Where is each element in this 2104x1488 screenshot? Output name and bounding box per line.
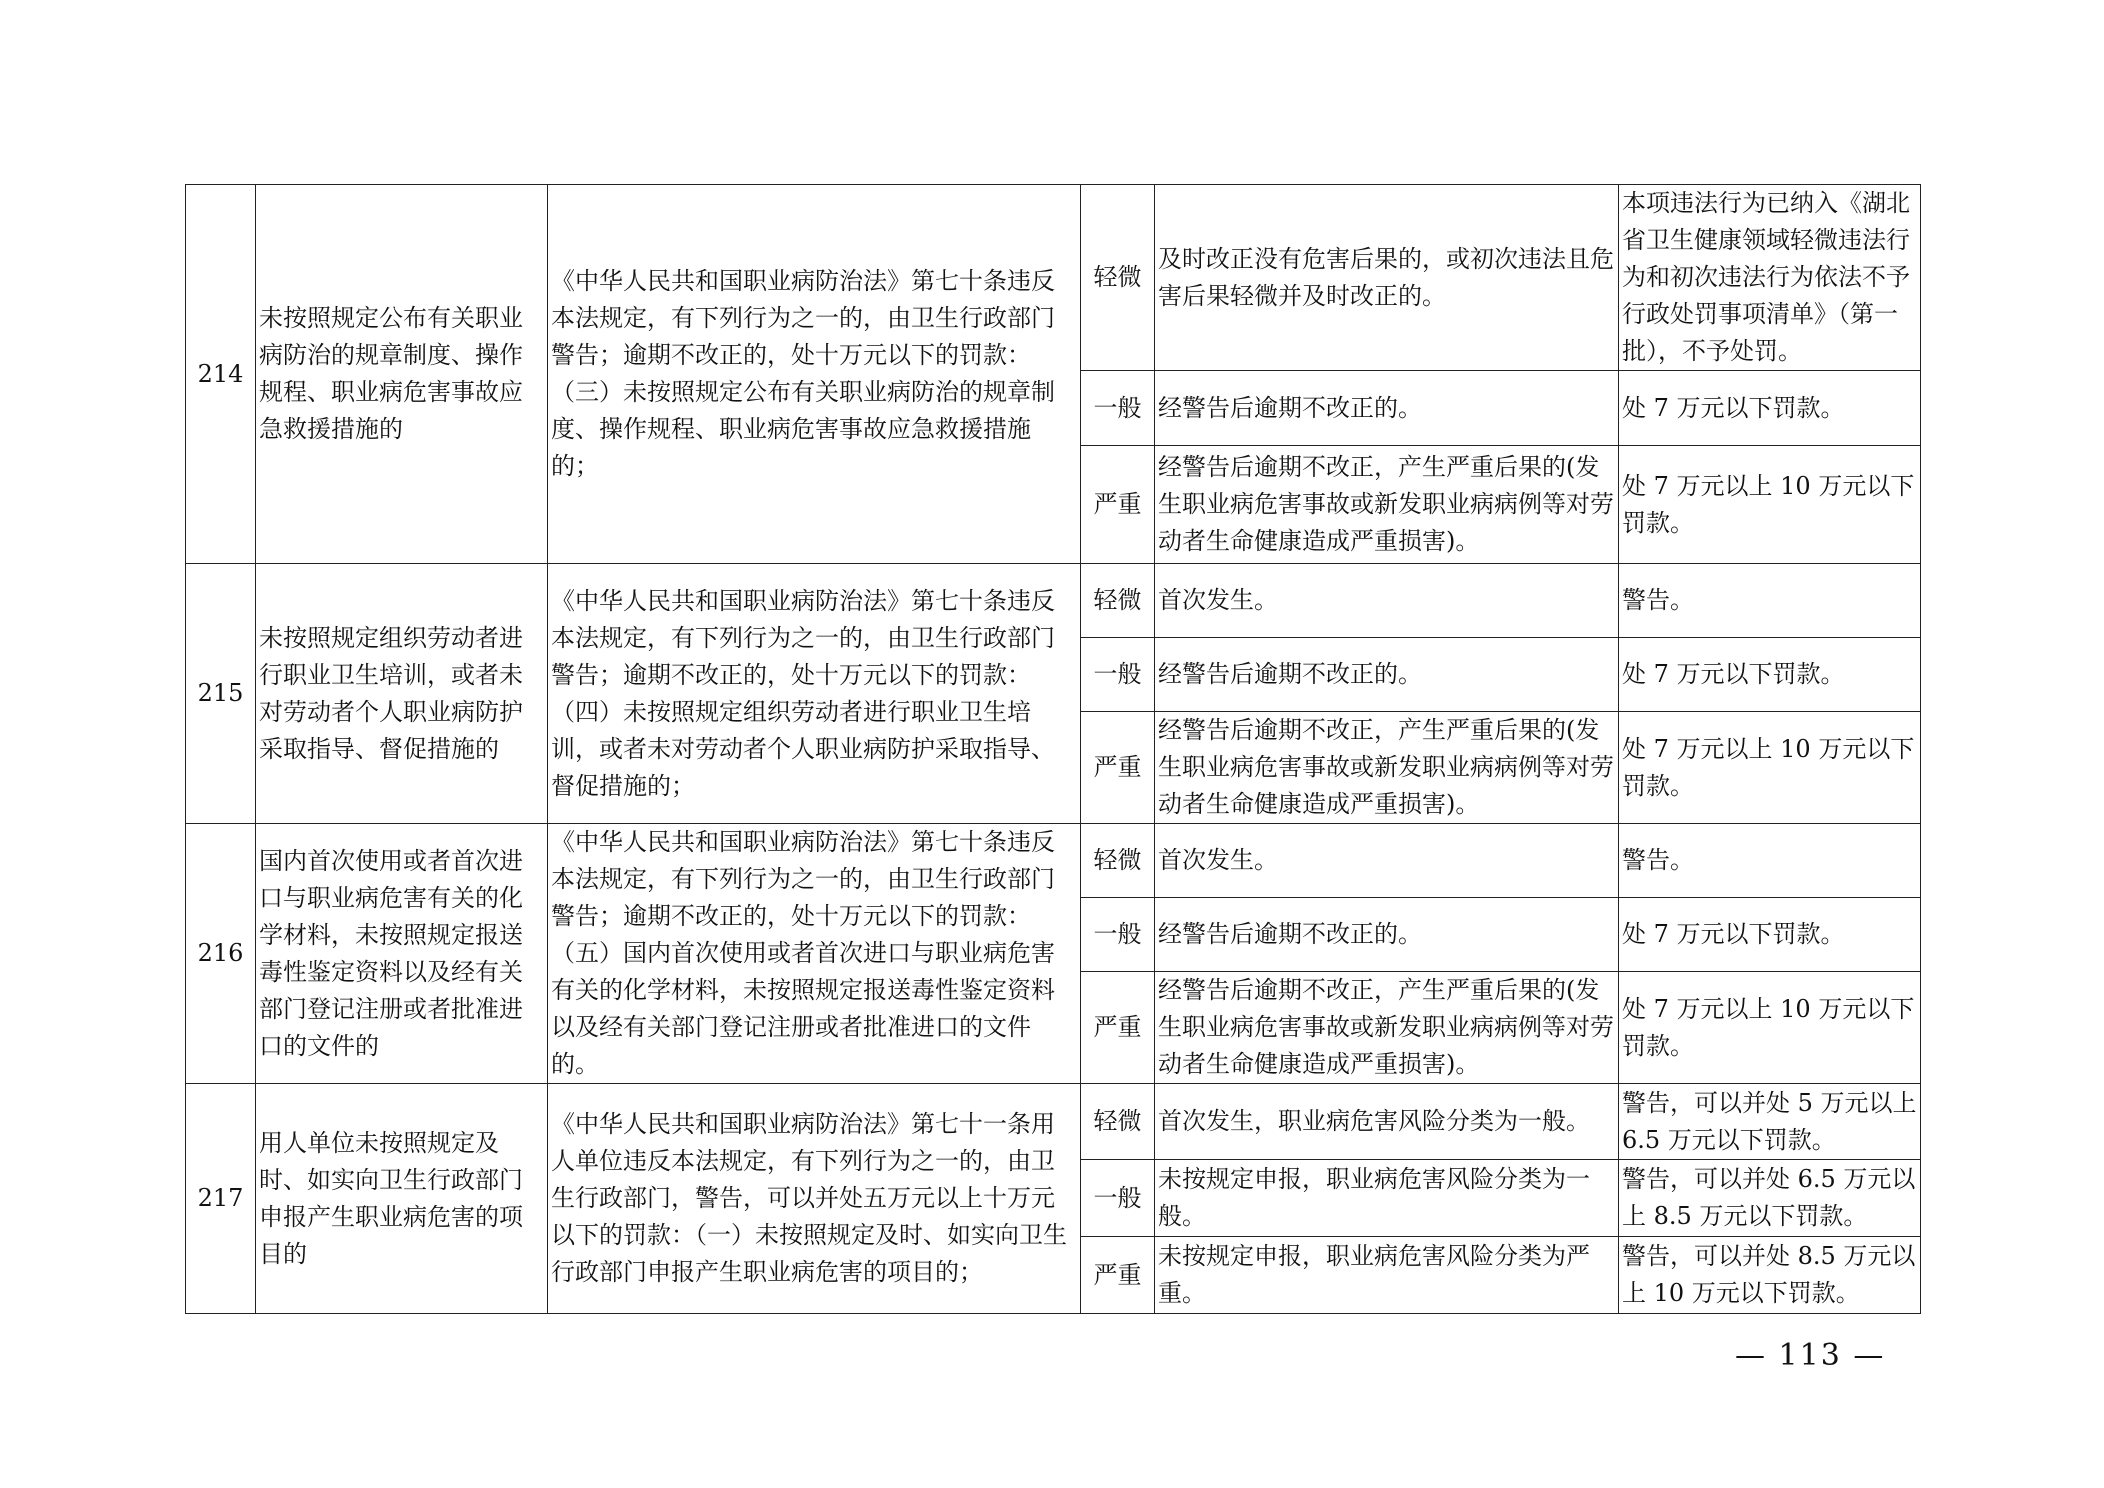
penalty: 处 7 万元以上 10 万元以下罚款。 — [1619, 712, 1921, 824]
severity-level: 严重 — [1081, 1237, 1155, 1314]
severity-level: 严重 — [1081, 712, 1155, 824]
item-number: 214 — [186, 185, 256, 564]
severity-level: 轻微 — [1081, 564, 1155, 638]
legal-basis: 《中华人民共和国职业病防治法》第七十一条用人单位违反本法规定，有下列行为之一的，由卫生行政部门，警告，可以并处五万元以上十万元以下的罚款：（一）未按照规定及时、如实向卫生行政部门申报产生职业病危害的项目的； — [548, 1084, 1081, 1314]
circumstance: 及时改正没有危害后果的，或初次违法且危害后果轻微并及时改正的。 — [1155, 185, 1619, 371]
severity-level: 一般 — [1081, 638, 1155, 712]
severity-level: 轻微 — [1081, 185, 1155, 371]
severity-level: 严重 — [1081, 446, 1155, 564]
circumstance: 经警告后逾期不改正，产生严重后果的(发生职业病危害事故或新发职业病病例等对劳动者生命健康造成严重损害)。 — [1155, 446, 1619, 564]
legal-basis: 《中华人民共和国职业病防治法》第七十条违反本法规定，有下列行为之一的，由卫生行政部门警告；逾期不改正的，处十万元以下的罚款：（四）未按照规定组织劳动者进行职业卫生培训，或者未对劳动者个人职业病防护采取指导、督促措施的； — [548, 564, 1081, 824]
table-row — [186, 1084, 1921, 1160]
penalty: 警告。 — [1619, 824, 1921, 898]
page-number: — 113 — — [1735, 1338, 1886, 1373]
circumstance: 经警告后逾期不改正的。 — [1155, 371, 1619, 446]
severity-level: 一般 — [1081, 371, 1155, 446]
severity-level: 轻微 — [1081, 824, 1155, 898]
circumstance: 经警告后逾期不改正，产生严重后果的(发生职业病危害事故或新发职业病病例等对劳动者生命健康造成严重损害)。 — [1155, 972, 1619, 1084]
severity-level: 一般 — [1081, 898, 1155, 972]
violation-description: 未按照规定组织劳动者进行职业卫生培训，或者未对劳动者个人职业病防护采取指导、督促措施的 — [256, 564, 548, 824]
penalty: 本项违法行为已纳入《湖北省卫生健康领域轻微违法行为和初次违法行为依法不予行政处罚事项清单》（第一批），不予处罚。 — [1619, 185, 1921, 371]
circumstance: 未按规定申报，职业病危害风险分类为一般。 — [1155, 1160, 1619, 1237]
circumstance: 首次发生。 — [1155, 564, 1619, 638]
table-row — [186, 185, 1921, 371]
penalty: 处 7 万元以上 10 万元以下罚款。 — [1619, 972, 1921, 1084]
circumstance: 经警告后逾期不改正的。 — [1155, 638, 1619, 712]
penalty-standards-table — [185, 184, 1921, 1314]
legal-basis: 《中华人民共和国职业病防治法》第七十条违反本法规定，有下列行为之一的，由卫生行政部门警告；逾期不改正的，处十万元以下的罚款：（三）未按照规定公布有关职业病防治的规章制度、操作规程、职业病危害事故应急救援措施的； — [548, 185, 1081, 564]
penalty: 警告，可以并处 5 万元以上 6.5 万元以下罚款。 — [1619, 1084, 1921, 1160]
circumstance: 经警告后逾期不改正，产生严重后果的(发生职业病危害事故或新发职业病病例等对劳动者生命健康造成严重损害)。 — [1155, 712, 1619, 824]
table-row — [186, 564, 1921, 638]
violation-description: 未按照规定公布有关职业病防治的规章制度、操作规程、职业病危害事故应急救援措施的 — [256, 185, 548, 564]
item-number: 217 — [186, 1084, 256, 1314]
circumstance: 首次发生。 — [1155, 824, 1619, 898]
severity-level: 严重 — [1081, 972, 1155, 1084]
severity-level: 一般 — [1081, 1160, 1155, 1237]
violation-description: 国内首次使用或者首次进口与职业病危害有关的化学材料，未按照规定报送毒性鉴定资料以及经有关部门登记注册或者批准进口的文件的 — [256, 824, 548, 1084]
severity-level: 轻微 — [1081, 1084, 1155, 1160]
item-number: 215 — [186, 564, 256, 824]
penalty: 警告，可以并处 6.5 万元以上 8.5 万元以下罚款。 — [1619, 1160, 1921, 1237]
penalty: 处 7 万元以上 10 万元以下罚款。 — [1619, 446, 1921, 564]
legal-basis: 《中华人民共和国职业病防治法》第七十条违反本法规定，有下列行为之一的，由卫生行政部门警告；逾期不改正的，处十万元以下的罚款：（五）国内首次使用或者首次进口与职业病危害有关的化学材料，未按照规定报送毒性鉴定资料以及经有关部门登记注册或者批准进口的文件的。 — [548, 824, 1081, 1084]
table-row — [186, 824, 1921, 898]
violation-description: 用人单位未按照规定及时、如实向卫生行政部门申报产生职业病危害的项目的 — [256, 1084, 548, 1314]
item-number: 216 — [186, 824, 256, 1084]
penalty: 处 7 万元以下罚款。 — [1619, 371, 1921, 446]
circumstance: 未按规定申报，职业病危害风险分类为严重。 — [1155, 1237, 1619, 1314]
circumstance: 经警告后逾期不改正的。 — [1155, 898, 1619, 972]
penalty: 警告，可以并处 8.5 万元以上 10 万元以下罚款。 — [1619, 1237, 1921, 1314]
penalty: 警告。 — [1619, 564, 1921, 638]
circumstance: 首次发生，职业病危害风险分类为一般。 — [1155, 1084, 1619, 1160]
penalty: 处 7 万元以下罚款。 — [1619, 638, 1921, 712]
penalty: 处 7 万元以下罚款。 — [1619, 898, 1921, 972]
